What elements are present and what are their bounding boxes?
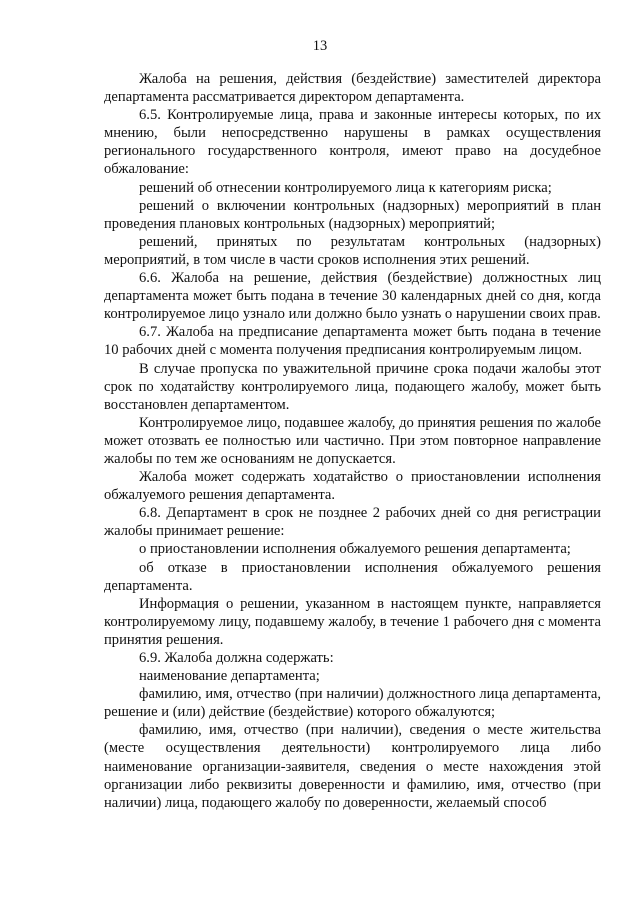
paragraph: решений, принятых по результатам контрольных (надзорных) мероприятий, в том числе в части сроков исполнения этих решений. xyxy=(104,233,601,268)
paragraph: фамилию, имя, отчество (при наличии) должностного лица департамента, решение и (или) действие (бездействие) которого обжалуются; xyxy=(104,686,601,721)
paragraph: наименование департамента; xyxy=(139,668,320,685)
paragraph: 6.9. Жалоба должна содержать: xyxy=(139,650,334,666)
paragraph: Жалоба может содержать ходатайство о приостановлении исполнения обжалуемого решения департамента. xyxy=(104,469,601,504)
paragraph: решений о включении контрольных (надзорных) мероприятий в план проведения плановых контрольных (надзорных) мероприятий; xyxy=(104,197,601,232)
paragraph: В случае пропуска по уважительной причине срока подачи жалобы этот срок по ходатайству контролируемого лица, подающего жалобу, может быть восстановлен департаментом. xyxy=(104,360,601,413)
paragraph: фамилию, имя, отчество (при наличии), сведения о месте жительства (месте осуществления деятельности) контролируемого лица либо наименование организации-заявителя, сведения о месте нахождения этой организации либо реквизиты доверенности и фамилию, имя, отчество (при наличии) лица, подающего жалобу по доверенности, желаемый способ xyxy=(104,722,601,811)
paragraph: Информация о решении, указанном в настоящем пункте, направляется контролируемому лицу, подавшему жалобу, в течение 1 рабочего дня с момента принятия решения. xyxy=(104,595,601,648)
paragraph: 6.7. Жалоба на предписание департамента может быть подана в течение 10 рабочих дней с момента получения предписания контролируемым лицом. xyxy=(104,324,601,359)
page-number: 13 xyxy=(312,38,328,54)
paragraph: решений об отнесении контролируемого лица к категориям риска; xyxy=(139,179,552,196)
paragraph: о приостановлении исполнения обжалуемого решения департамента; xyxy=(139,541,571,558)
paragraph: 6.5. Контролируемые лица, права и законные интересы которых, по их мнению, были непосредственно нарушены в рамках осуществления регионального государственного контроля, имеют право на досудебное обжалование: xyxy=(104,107,601,178)
paragraph: 6.6. Жалоба на решение, действия (бездействие) должностных лиц департамента может быть подана в течение 30 календарных дней со дня, когда контролируемое лицо узнало или должно было узнать о нарушении своих прав. xyxy=(104,270,601,323)
paragraph: Контролируемое лицо, подавшее жалобу, до принятия решения по жалобе может отозвать ее полностью или частично. При этом повторное направление жалобы по тем же основаниям не допускается. xyxy=(104,414,601,467)
paragraph: об отказе в приостановлении исполнения обжалуемого решения департамента. xyxy=(104,559,601,594)
document-body xyxy=(104,70,601,812)
paragraph: Жалоба на решения, действия (бездействие) заместителей директора департамента рассматривается директором департамента. xyxy=(104,71,601,106)
paragraph: 6.8. Департамент в срок не позднее 2 рабочих дней со дня регистрации жалобы принимает решение: xyxy=(104,505,601,540)
